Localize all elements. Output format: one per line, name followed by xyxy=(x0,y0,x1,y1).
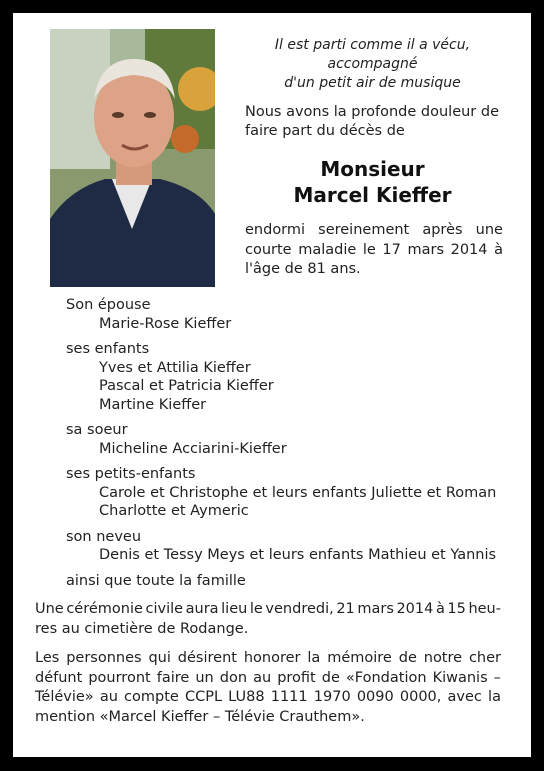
quote-line: d'un petit air de musique xyxy=(284,75,461,91)
description-line xyxy=(245,260,503,280)
intro-line: faire part du décès de xyxy=(245,123,405,139)
family-group xyxy=(66,528,516,565)
word: cérémonie xyxy=(66,601,143,617)
paragraph-line xyxy=(35,620,501,640)
ceremony-paragraph xyxy=(35,600,501,639)
word: un xyxy=(195,669,214,686)
word: mémoire xyxy=(327,650,392,666)
deceased-name xyxy=(245,156,500,208)
word: la xyxy=(488,689,501,705)
paragraph-text: mention «Marcel Kieffer – Télévie Crauthem». xyxy=(35,708,365,725)
word: Les xyxy=(35,650,60,666)
paragraph-line xyxy=(35,708,501,728)
word: de xyxy=(398,650,417,666)
word: au xyxy=(253,669,272,686)
word: pourront xyxy=(88,669,151,686)
family-member: Marie-Rose Kieffer xyxy=(99,315,232,332)
relation-label: sa soeur xyxy=(66,422,128,438)
paragraph-text: res au cimetière de Rodange. xyxy=(35,620,249,637)
family-member: Pascal et Patricia Kieffer xyxy=(99,378,274,394)
word: CCPL xyxy=(184,689,223,705)
word: civile xyxy=(145,601,184,617)
name-full: Marcel Kieffer xyxy=(293,183,452,207)
description-line xyxy=(245,241,503,261)
description-text: l'âge de 81 ans. xyxy=(245,261,361,277)
word: au xyxy=(99,689,118,705)
word: 1111 xyxy=(270,689,308,705)
donation-paragraph xyxy=(35,649,501,727)
word: 21 xyxy=(336,601,355,617)
word: la xyxy=(307,650,321,666)
quote-line: accompagné xyxy=(327,56,418,72)
relation-label: ses petits-enfants xyxy=(66,466,196,482)
family-member: Carole et Christophe et leurs enfants Juliette et Roman xyxy=(99,484,497,501)
word: – xyxy=(493,669,501,686)
word: mars xyxy=(407,241,444,258)
intro-line: Nous avons la profonde douleur de xyxy=(245,104,500,120)
word: 15 xyxy=(447,601,466,617)
word: «Fondation xyxy=(345,669,427,686)
word: vendredi, xyxy=(265,601,334,617)
name-title: Monsieur xyxy=(320,157,425,181)
paragraph-line xyxy=(35,669,501,689)
quote-line: Il est parti comme il a vécu, xyxy=(274,37,471,53)
word: faire xyxy=(156,669,190,686)
word: LU88 xyxy=(228,689,265,705)
word: 1970 xyxy=(313,689,351,705)
family-member: Yves et Attilia Kieffer xyxy=(99,359,251,376)
word: 17 xyxy=(382,241,401,258)
word: le xyxy=(362,241,376,258)
word: le xyxy=(249,601,263,617)
family-group xyxy=(66,421,516,458)
relation-label: Son épouse xyxy=(66,297,151,313)
word: Une xyxy=(35,601,64,617)
family-list xyxy=(66,296,516,590)
word: avec xyxy=(447,689,482,705)
word: 2014 xyxy=(450,241,488,258)
family-member: Martine Kieffer xyxy=(99,396,207,413)
word: 2014 xyxy=(396,601,434,617)
word: qui xyxy=(148,650,171,666)
family-member: Charlotte et Aymeric xyxy=(99,503,249,519)
word: à xyxy=(435,601,445,617)
word: sereinement xyxy=(318,222,410,238)
paragraph-line xyxy=(35,649,501,669)
word: défunt xyxy=(35,669,83,686)
word: désirent xyxy=(177,650,237,666)
family-group xyxy=(66,296,516,333)
word: notre xyxy=(423,650,463,666)
word: après xyxy=(422,222,463,238)
relation-label: ses enfants xyxy=(66,341,150,357)
paragraph-line xyxy=(35,600,501,620)
word: 0090 xyxy=(356,689,394,705)
word: personnes xyxy=(66,650,142,666)
relation-label: son neveu xyxy=(66,528,142,545)
family-member: Micheline Acciarini-Kieffer xyxy=(99,440,287,457)
family-group xyxy=(66,340,516,414)
word: mars xyxy=(357,601,394,617)
word: cher xyxy=(468,650,501,666)
word: endormi xyxy=(245,222,306,238)
word: heu- xyxy=(468,601,501,617)
death-description xyxy=(245,221,503,280)
portrait-photo xyxy=(50,29,215,287)
word: don xyxy=(219,669,248,686)
word: honorer xyxy=(243,650,301,666)
word: à xyxy=(494,241,503,258)
quote xyxy=(245,36,500,93)
portrait-image xyxy=(50,29,215,287)
word: compte xyxy=(124,689,179,705)
family-group xyxy=(66,465,516,521)
word: une xyxy=(475,222,503,238)
word: courte xyxy=(245,241,292,258)
word: lieu xyxy=(221,601,248,617)
obituary-card xyxy=(13,13,531,757)
family-closing: ainsi que toute la famille xyxy=(66,572,246,589)
paragraph-line xyxy=(35,688,501,708)
word: de xyxy=(321,669,340,686)
family-member: Denis et Tessy Meys et leurs enfants Mathieu et Yannis xyxy=(99,547,497,563)
word: aura xyxy=(185,601,219,617)
word: 0000, xyxy=(399,689,442,705)
description-line xyxy=(245,221,503,241)
word: profit xyxy=(277,669,316,686)
intro-text xyxy=(245,103,503,141)
word: Kiwanis xyxy=(432,669,488,686)
word: Télévie» xyxy=(35,689,94,705)
word: maladie xyxy=(298,241,357,258)
